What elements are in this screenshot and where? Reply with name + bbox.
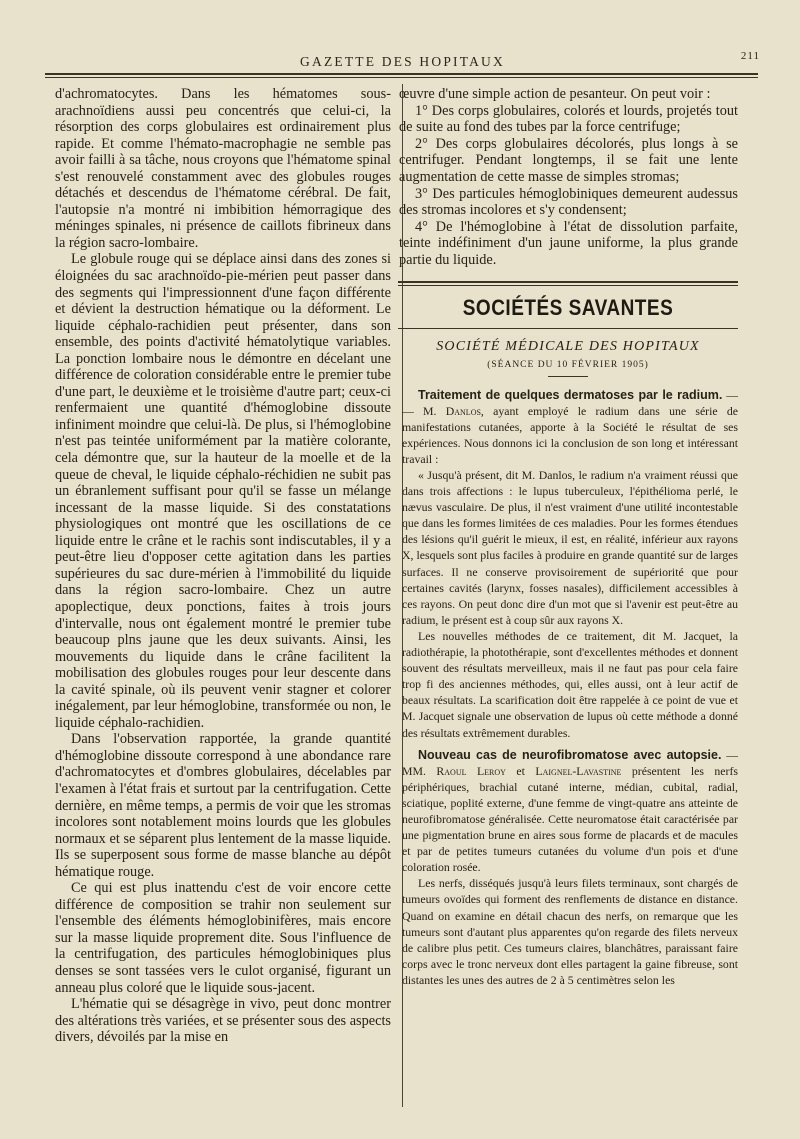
reports-text: [398, 387, 738, 988]
paragraph: Dans l'observation rapportée, la grande quantité d'hémoglobine dissoute correspond à une abondance rare d'achromatocytes et d'ombres globulaires, décelables par l'examen à l'état frais et surtout par la centrifugation. Cette dernière, en même temps, a permis de voir que les stromas incolores sont notablement moins lourds que les globules normaux et se séparent plus lentement de la masse liquide. Ils se superposent sous forme de masse blanche au dépôt hématique rouge.: [55, 731, 391, 880]
page-number: 211: [740, 50, 760, 62]
paragraph: œuvre d'une simple action de pesanteur. On peut voir :: [399, 86, 711, 102]
list-item: 1° Des corps globulaires, colorés et lourds, projetés tout de suite au fond des tubes par la force centrifuge;: [399, 102, 738, 136]
section-rule: [398, 281, 738, 283]
article-text: ayant employé le radium dans une série de manifestations cutanées, apporte à la Société le résultat de ses expériences. Nous donnons ici la conclusion de son long et intéressant travail :: [402, 403, 738, 466]
running-title: GAZETTE DES HOPITAUX: [300, 54, 505, 69]
author-name: M. Danlos,: [423, 403, 484, 418]
conjunction: et: [505, 763, 536, 778]
section-title: SOCIÉTÉS SAVANTES: [462, 295, 674, 321]
list-item: 3° Des particules hémoglobiniques demeurent audessus des stromas incolores et s'y condensent;: [399, 185, 738, 219]
paragraph: « Jusqu'à présent, dit M. Danlos, le radium n'a vraiment réussi que dans trois affections : le lupus tuberculeux, l'épithélioma perlé, le nævus vasculaire. De plus, il n'est vraiment d'une utilité incontestable que dans les formes limitées de ces maladies. Pour les formes étendues des lésions qu'il guérit le mieux, il est, en réalité, inférieur aux rayons X, lesquels sont plus faciles à produire en grande quantité sur de larges surfaces. Il ne conserve provisoirement de supériorité que pour certaines cavités (larynx, fosses nasales), difficilement accessibles à ces rayons. On peut donc dire d'un mot que si l'avenir est peut-être au radium, le présent est à coup sûr aux rayons X.: [402, 468, 738, 627]
author-name: Raoul Leroy: [436, 763, 506, 778]
section-title-rule: [398, 328, 738, 329]
paragraph: Le globule rouge qui se déplace ainsi dans des zones si éloignées du sac arachnoïdo-pie-mérien peut passer dans des segments qui l'impressionnent d'une façon différente et dévient la destruction hématique ou la déforment. Le liquide céphalo-rachidien peut présenter, dans son ensemble, des points d'activité hématolytique variables. La ponction lombaire nous le démontre en décelant une différence de coloration considérable entre le premier tube d'une part, le deuxième et le troisième d'autre part; ceux-ci renfermaient une quantité d'hémoglobine dissoute infiniment moindre que celui-là. De plus, si l'hémoglobine n'est pas teintée uniformément par la matière colorante, cela démontre que, sur la hauteur de la moelle et de la queue de cheval, le liquide céphalo-réchidien ne subit pas un ébranlement suffisant pour qu'il se fasse un mélange incessant de la masse liquide. Si des constatations physiologiques ont montré que les oscillations de ce liquide entre le crâne et le rachis sont indiscutables, il y a peut-être lieu d'opposer cette agitation dans les parties supérieures du sac dure-mérien à l'immobilité du liquide dans la région sacro-lombaire. Chez un autre apoplectique, deux ponctions, faites à trois jours d'intervalle, nous ont également montré le premier tube beaucoup plns jaune que les deux suivants. Ainsi, les mouvements du liquide dans le crâne facilitent la mobilisation des globules rouges pour leur descente dans la cavité spinale, où ils peuvent venir stagner et colorer inégalement, par leur hémoglobine, transformée ou non, le liquide céphalo-rachidien.: [55, 251, 391, 731]
paragraph: Les nerfs, disséqués jusqu'à leurs filets terminaux, sont chargés de tumeurs ovoïdes qui forment des renflements de distance en distance. Quand on examine en détail chacun des nerfs, on remarque que les tumeurs sont d'autant plus apparentes qu'on regarde des filets nerveux de calibre plus petit. Ces tumeurs claires, blanchâtres, paraissant faire corps avec le tronc nerveux dont elles partagent la gaine fibreuse, sont distantes les unes des autres de 2 à 5 centimètres selon les: [402, 876, 738, 987]
small-rule: [548, 376, 588, 377]
article-intro: [402, 387, 738, 467]
header-rule-thin: [45, 77, 758, 78]
dash: — —: [402, 387, 738, 418]
article-title: Traitement de quelques dermatoses par le radium.: [418, 387, 723, 402]
paragraph: d'achromatocytes. Dans les hématomes sous-arachnoïdiens aussi peu concentrés que celui-ci, la résorption des corps globulaires est ordinairement plus rapide. Et comme l'hémato-macrophagie ne semble pas avoir failli à sa tâche, nous croyons que l'hématome spinal s'est renouvelé constamment avec des globules rouges détachés et descendus de l'hématome cérébral. De fait, l'autopsie n'a montré ni imbibition hémorragique des méninges spinales, ni présence de caillots fibrineux dans la région sacro-lombaire.: [55, 86, 391, 251]
header-rule: [45, 73, 758, 75]
right-column: [398, 86, 738, 988]
article-title: Nouveau cas de neurofibromatose avec autopsie.: [418, 747, 722, 762]
page-header: [45, 48, 760, 74]
society-heading: SOCIÉTÉ MÉDICALE DES HOPITAUX: [436, 338, 700, 354]
list-item: 2° Des corps globulaires décolorés, plus longs à se centrifuger. Pendant longtemps, il se fait une lente augmentation de cette masse de simples stromas;: [399, 135, 738, 185]
authors-prefix: MM.: [402, 763, 437, 778]
session-date: (SÉANCE DU 10 FÉVRIER 1905): [487, 359, 649, 370]
article-intro: [402, 747, 738, 876]
paragraph: Les nouvelles méthodes de ce traitement, dit M. Jacquet, la radiothérapie, la photothérapie, sont d'excellentes méthodes et donnent souvent des résultats merveilleux, mais il ne faut pas pour cela faire trop fi des anciennes méthodes, qui, elles aussi, ont à leur actif de beaux résultats. La scarification doit être rappelée à ce point de vue et M. Jacquet signale une observation de lupus où cette méthode a donné des résultats extrêmement durables.: [402, 628, 738, 740]
section-rule-thin: [398, 285, 738, 286]
paragraph: Ce qui est plus inattendu c'est de voir encore cette différence de composition se trahir non seulement sur l'ensemble des éléments hémoglobinifères, mais encore sur la masse liquide proprement dite. Sous l'influence de la centrifugation, des particules hémoglobiniques plus denses se sont tassées vers le culot organisé, figurant un anneau plus coloré que le liquide sous-jacent.: [55, 880, 391, 996]
article-text: présentent les nerfs périphériques, brachial cutané interne, médian, cubital, radial, sciatique, poplité externe, d'une femme de vingt-quatre ans atteinte de neurofibromatose généralisée. Cette neuromatose était caractérisée par une pigmentation brune en aires sous forme de placards et de macules et par de petites tumeurs cutanées du volume d'un pois et d'une coloration rosée.: [402, 763, 738, 875]
left-column: [55, 86, 391, 1046]
continued-text: [398, 86, 738, 269]
list-item: 4° De l'hémoglobine à l'état de dissolution parfaite, teinte indéfiniment d'un jaune uniforme, la plus grande partie du liquide.: [399, 218, 738, 268]
dash: —: [721, 747, 738, 762]
paragraph: L'hématie qui se désagrège in vivo, peut donc montrer des altérations très variées, et se présenter sous des aspects divers, dévoilés par la mise en: [55, 996, 391, 1046]
author-name: Laignel-Lavastine: [535, 763, 622, 778]
